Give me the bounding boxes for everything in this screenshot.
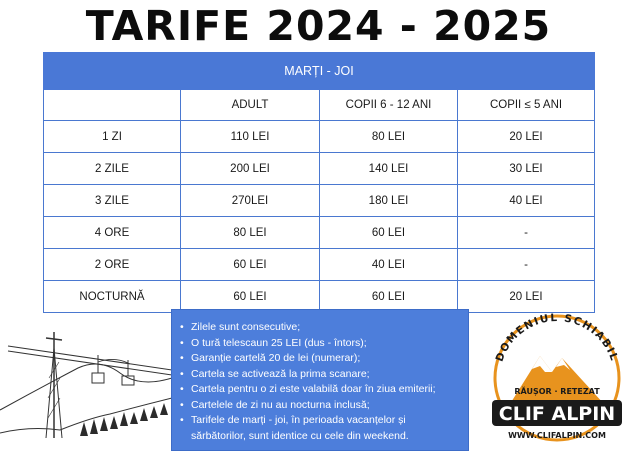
price-cell: 60 LEI bbox=[181, 249, 320, 281]
column-header: ADULT bbox=[181, 90, 320, 121]
note-item: • Cartela pentru o zi este valabilă doar în ziua emiterii; bbox=[180, 382, 460, 398]
period-header: MARȚI - JOI bbox=[44, 53, 595, 90]
price-cell: 30 LEI bbox=[458, 153, 595, 185]
row-label: 3 ZILE bbox=[44, 185, 181, 217]
price-table bbox=[43, 52, 595, 313]
row-label: 2 ZILE bbox=[44, 153, 181, 185]
price-cell: 60 LEI bbox=[320, 281, 458, 313]
note-item: • Tarifele de marți - joi, în perioada vacanțelor și sărbătorilor, sunt identice cu cele din weekend. bbox=[180, 413, 460, 444]
price-cell: 20 LEI bbox=[458, 281, 595, 313]
table-row bbox=[44, 249, 595, 281]
table-row bbox=[44, 281, 595, 313]
mountain-icon bbox=[510, 356, 604, 404]
price-cell: 20 LEI bbox=[458, 121, 595, 153]
price-cell: 80 LEI bbox=[181, 217, 320, 249]
notes-list bbox=[180, 320, 460, 444]
logo-location: RĂUȘOR · RETEZAT bbox=[514, 387, 600, 396]
logo-arc-text: DOMENIUL SCHIABIL bbox=[493, 312, 621, 364]
price-cell: 180 LEI bbox=[320, 185, 458, 217]
row-label: 1 ZI bbox=[44, 121, 181, 153]
price-cell: 40 LEI bbox=[320, 249, 458, 281]
clif-alpin-logo bbox=[482, 312, 632, 448]
note-item: • Cartelele de zi nu au nocturna inclusă; bbox=[180, 398, 460, 414]
price-cell: 140 LEI bbox=[320, 153, 458, 185]
svg-text:DOMENIUL SCHIABIL bbox=[494, 312, 621, 363]
column-header-row bbox=[44, 90, 595, 121]
price-cell: 40 LEI bbox=[458, 185, 595, 217]
price-cell: 270LEI bbox=[181, 185, 320, 217]
notes-box bbox=[171, 309, 469, 451]
price-cell: 110 LEI bbox=[181, 121, 320, 153]
table-row bbox=[44, 121, 595, 153]
row-label: 2 ORE bbox=[44, 249, 181, 281]
page-title: TARIFE 2024 - 2025 bbox=[85, 2, 552, 50]
note-item: • O tură telescaun 25 LEI (dus - întors); bbox=[180, 336, 460, 352]
column-header: COPII ≤ 5 ANI bbox=[458, 90, 595, 121]
row-label: NOCTURNĂ bbox=[44, 281, 181, 313]
row-label: 4 ORE bbox=[44, 217, 181, 249]
table-row bbox=[44, 185, 595, 217]
column-header: COPII 6 - 12 ANI bbox=[320, 90, 458, 121]
table-row bbox=[44, 153, 595, 185]
price-cell: 200 LEI bbox=[181, 153, 320, 185]
note-item: • Garanție cartelă 20 de lei (numerar); bbox=[180, 351, 460, 367]
note-item: • Zilele sunt consecutive; bbox=[180, 320, 460, 336]
price-cell: 60 LEI bbox=[181, 281, 320, 313]
price-cell: 80 LEI bbox=[320, 121, 458, 153]
column-header bbox=[44, 90, 181, 121]
table-row bbox=[44, 217, 595, 249]
note-item: • Cartela se activează la prima scanare; bbox=[180, 367, 460, 383]
logo-url: WWW.CLIFALPIN.COM bbox=[508, 431, 606, 440]
price-cell: 60 LEI bbox=[320, 217, 458, 249]
price-cell: - bbox=[458, 217, 595, 249]
chairlift-sketch-illustration bbox=[0, 318, 172, 450]
logo-name: CLIF ALPIN bbox=[498, 403, 616, 425]
price-cell: - bbox=[458, 249, 595, 281]
